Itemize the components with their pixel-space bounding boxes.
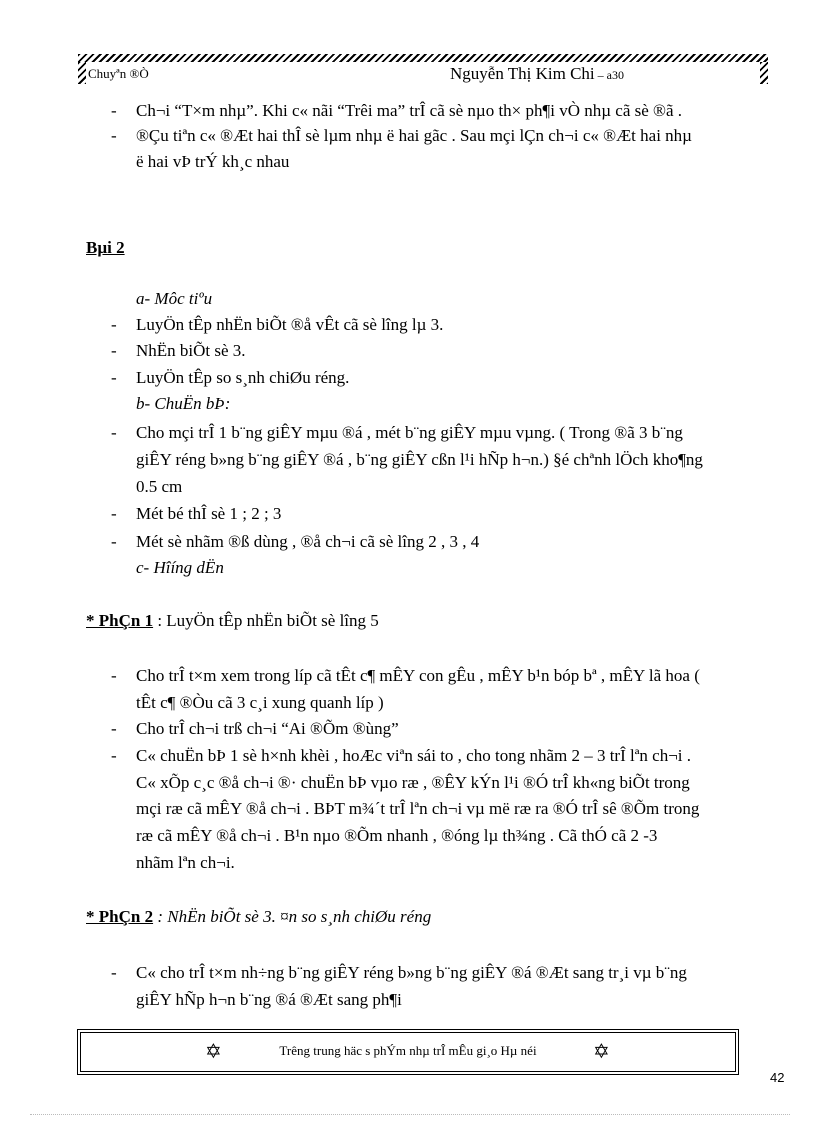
subheading: b- ChuËn bÞ: (136, 394, 231, 413)
header-left-text: Chuyªn ®Ò (88, 66, 149, 81)
body-line: ®Çu tiªn c« ®Æt hai thÎ sè lµm nhµ ë hai gãc . Sau mçi lÇn ch¬i c« ®Æt hai nhµ (136, 126, 692, 145)
bullet-dash: - (111, 504, 117, 523)
body-line: giÊY réng b»ng b¨ng giÊY ®á , b¨ng giÊY cßn l¹i hÑp h¬n.) §é chªnh lÖch kho¶ng (136, 450, 703, 469)
star-of-david-icon: ✡ (205, 1041, 222, 1063)
part-title: : NhËn biÕt sè 3. ¤n so s¸nh chiØu réng (153, 907, 432, 926)
bullet-dash: - (111, 126, 117, 145)
header-border-left (78, 62, 86, 84)
star-of-david-icon: ✡ (593, 1041, 610, 1063)
bullet-dash: - (111, 532, 117, 551)
page-footer (80, 1032, 736, 1072)
section-heading (86, 905, 431, 929)
bullet-dash: - (111, 101, 117, 120)
bullet-dash: - (111, 341, 117, 360)
bullet-dash: - (111, 423, 117, 442)
bullet-dash: - (111, 746, 117, 765)
part-label: * PhÇn 2 (86, 907, 154, 926)
bullet-dash: - (111, 719, 117, 738)
header-border-right (760, 62, 768, 84)
body-line: LuyÖn tÊp so s¸nh chiØu réng. (136, 368, 350, 387)
subheading: c- Hîíng dËn (136, 558, 224, 577)
subheading: a- Môc tiºu (136, 289, 213, 308)
page-number: 42 (770, 1070, 785, 1085)
body-line: C« xÕp c¸c ®å ch¬i ®· chuËn bÞ vµo ræ , ®ÊY kÝn l¹i ®Ó trÎ kh«ng biÕt trong (136, 773, 690, 792)
bullet-dash: - (111, 368, 117, 387)
bullet-dash: - (111, 315, 117, 334)
section-heading (86, 609, 379, 633)
body-line: mçi ræ cã mÊY ®å ch¬i . BÞT m¾´t trÎ lªn ch¬i vµ më ræ ra ®Ó trÎ sê ®Õm trong (136, 799, 700, 818)
header-author-name: Nguyễn Thị Kim Chi (450, 64, 595, 83)
body-line: C« cho trÎ t×m nh÷ng b¨ng giÊY réng b»ng b¨ng giÊY ®á ®Æt sang tr¸i vµ b¨ng (136, 963, 687, 982)
page-edge-divider (30, 1114, 790, 1116)
body-line: Mét bé thÎ sè 1 ; 2 ; 3 (136, 504, 282, 523)
header-code: – a30 (594, 68, 624, 82)
body-line: Mét sè nhãm ®ß dùng , ®å ch¬i cã sè lîng 2 , 3 , 4 (136, 532, 480, 551)
body-line: Cho trÎ ch¬i trß ch¬i “Ai ®Õm ®ùng” (136, 719, 399, 738)
body-line: Ch¬i “T×m nhµ”. Khi c« nãi “Trêi ma” trÎ cã sè nµo th× ph¶i vÒ nhµ cã sè ®ã . (136, 101, 682, 120)
body-line: NhËn biÕt sè 3. (136, 341, 246, 360)
body-line: Cho mçi trÎ 1 b¨ng giÊY mµu ®á , mét b¨ng giÊY mµu vµng. ( Trong ®ã 3 b¨ng (136, 423, 683, 442)
section-title: Bµi 2 (86, 238, 125, 257)
body-line: LuyÖn tÊp nhËn biÕt ®å vÊt cã sè lîng lµ 3. (136, 315, 444, 334)
body-line: giÊY hÑp h¬n b¨ng ®á ®Æt sang ph¶i (136, 990, 402, 1009)
header-border-top (78, 54, 768, 62)
header-author (450, 64, 624, 84)
body-line: 0.5 cm (136, 477, 183, 496)
page-header (78, 54, 768, 88)
body-line: Cho trÎ t×m xem trong líp cã tÊt c¶ mÊY con gÊu , mÊY b¹n bóp bª , mÊY lã hoa ( (136, 666, 700, 685)
part-title: : LuyÖn tÊp nhËn biÕt sè lîng 5 (153, 611, 379, 630)
bullet-dash: - (111, 666, 117, 685)
footer-school-name: Trêng trung häc s phÝm nhµ trÎ mÊu gi¸o Hµ néi (279, 1043, 537, 1058)
body-line: nhãm lªn ch¬i. (136, 853, 235, 872)
body-line: C« chuËn bÞ 1 sè h×nh khèi , hoÆc viªn sái to , cho tong nhãm 2 – 3 trÎ lªn ch¬i . (136, 746, 692, 765)
part-label: * PhÇn 1 (86, 611, 154, 630)
body-line: ë hai vÞ trÝ kh¸c nhau (136, 152, 290, 171)
body-line: ræ cã mÊY ®å ch¬i . B¹n nµo ®Õm nhanh , ®óng lµ th¾ng . Cã thÓ cã 2 -3 (136, 826, 658, 845)
body-line: tÊt c¶ ®Òu cã 3 c¸i xung quanh líp ) (136, 693, 384, 712)
bullet-dash: - (111, 963, 117, 982)
